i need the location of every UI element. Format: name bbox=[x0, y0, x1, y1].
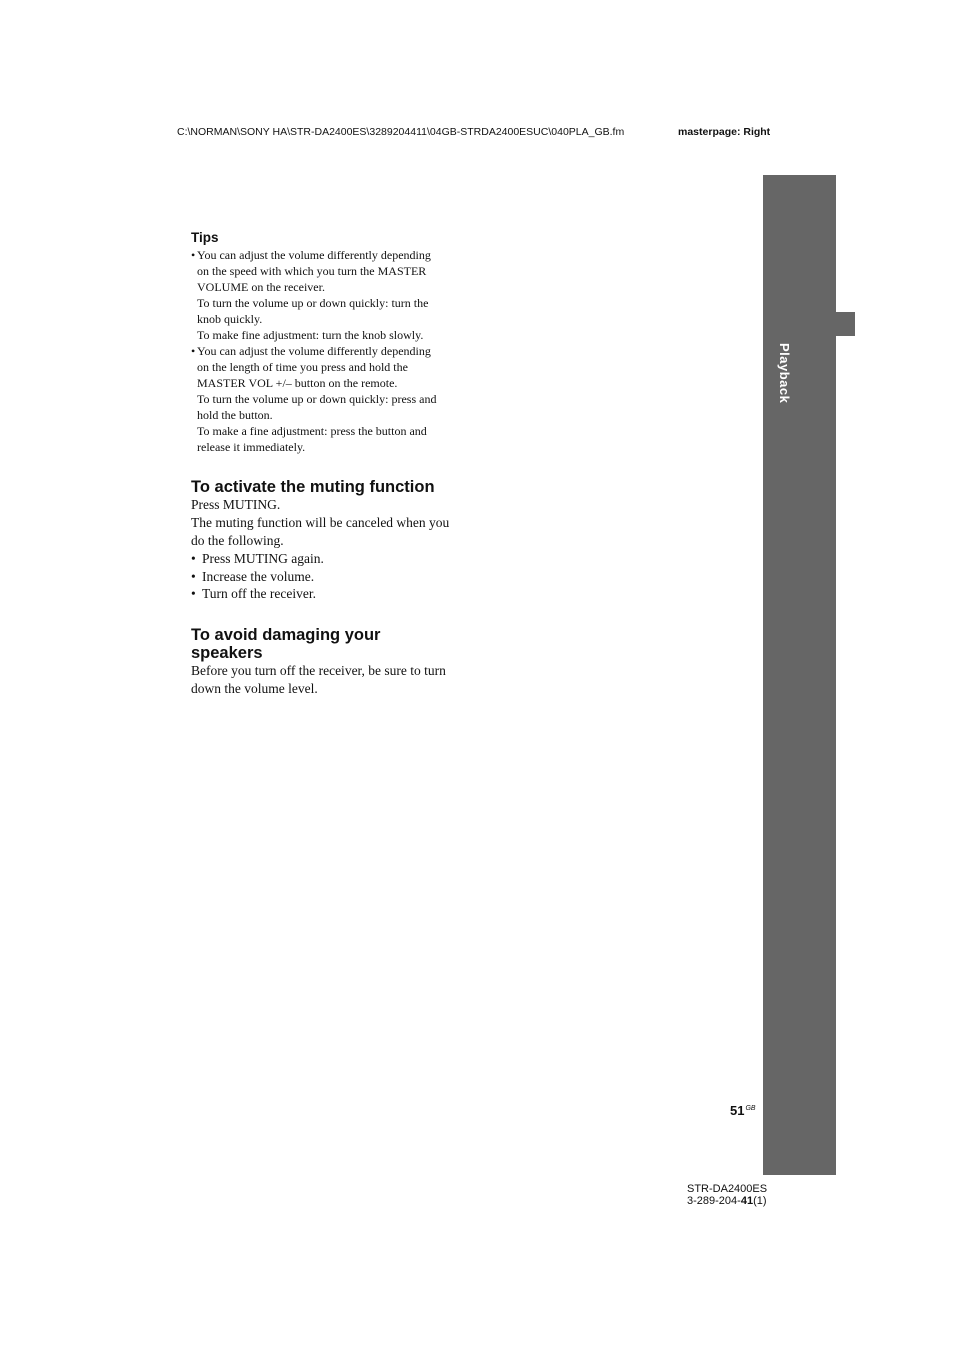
muting-description: The muting function will be canceled when you do the following. bbox=[191, 515, 450, 548]
list-item-text: Press MUTING again. bbox=[202, 551, 324, 566]
masterpage-label: masterpage: Right bbox=[678, 126, 771, 138]
section-tab-label: Playback bbox=[777, 343, 792, 404]
tip-line: • You can adjust the volume differently depending bbox=[197, 248, 431, 262]
tip-line: To turn the volume up or down quickly: press and bbox=[197, 392, 437, 406]
page-number-suffix: GB bbox=[745, 1105, 756, 1112]
tips-list bbox=[191, 247, 463, 455]
tip-item bbox=[191, 343, 463, 455]
tip-line: knob quickly. bbox=[197, 312, 263, 326]
list-item: • Press MUTING again. bbox=[191, 551, 324, 566]
page-number-value: 51 bbox=[730, 1103, 745, 1118]
tip-item bbox=[191, 247, 463, 343]
tip-line: • You can adjust the volume differently depending bbox=[197, 344, 431, 358]
section-side-bar bbox=[763, 175, 836, 1175]
tip-line: hold the button. bbox=[197, 408, 273, 422]
footer-model: STR-DA2400ES bbox=[687, 1183, 768, 1195]
tip-line: To turn the volume up or down quickly: turn the bbox=[197, 296, 429, 310]
tip-line: To make fine adjustment: turn the knob slowly. bbox=[197, 328, 424, 342]
list-item: • Increase the volume. bbox=[191, 568, 315, 584]
tip-line: release it immediately. bbox=[197, 440, 306, 454]
footer-code-bold: 41 bbox=[740, 1195, 754, 1207]
speakers-title-line2: speakers bbox=[191, 643, 263, 662]
muting-bullet-list bbox=[191, 550, 463, 603]
main-content bbox=[191, 230, 463, 698]
file-path-header: C:\NORMAN\SONY HA\STR-DA2400ES\3289204411\04GB-STRDA2400ESUC\040PLA_GB.fm bbox=[177, 126, 625, 138]
tips-title: Tips bbox=[191, 230, 219, 245]
list-item: • Turn off the receiver. bbox=[191, 586, 316, 601]
footer-code-prefix: 3-289-204- bbox=[687, 1195, 741, 1207]
footer-model-info bbox=[687, 1183, 767, 1207]
muting-section-title: To activate the muting function bbox=[191, 478, 435, 496]
footer-code-suffix: (1) bbox=[753, 1195, 767, 1207]
tip-line: on the length of time you press and hold the bbox=[197, 360, 408, 374]
tip-line: on the speed with which you turn the MASTER bbox=[197, 264, 427, 278]
footer-code bbox=[687, 1195, 767, 1207]
list-item-text: Turn off the receiver. bbox=[202, 586, 316, 601]
speakers-body: Before you turn off the receiver, be sure to turn down the volume level. bbox=[191, 662, 446, 696]
list-item-text: Increase the volume. bbox=[202, 568, 315, 584]
tip-line: VOLUME on the receiver. bbox=[197, 280, 325, 294]
section-tab-marker bbox=[836, 312, 855, 336]
speakers-section-title bbox=[191, 626, 463, 662]
speakers-title-line1: To avoid damaging your bbox=[191, 625, 381, 644]
tip-line: MASTER VOL +/– button on the remote. bbox=[197, 376, 398, 390]
tip-line: To make a fine adjustment: press the button and bbox=[197, 424, 427, 438]
muting-intro: Press MUTING. bbox=[191, 497, 281, 512]
page-number bbox=[730, 1103, 756, 1118]
